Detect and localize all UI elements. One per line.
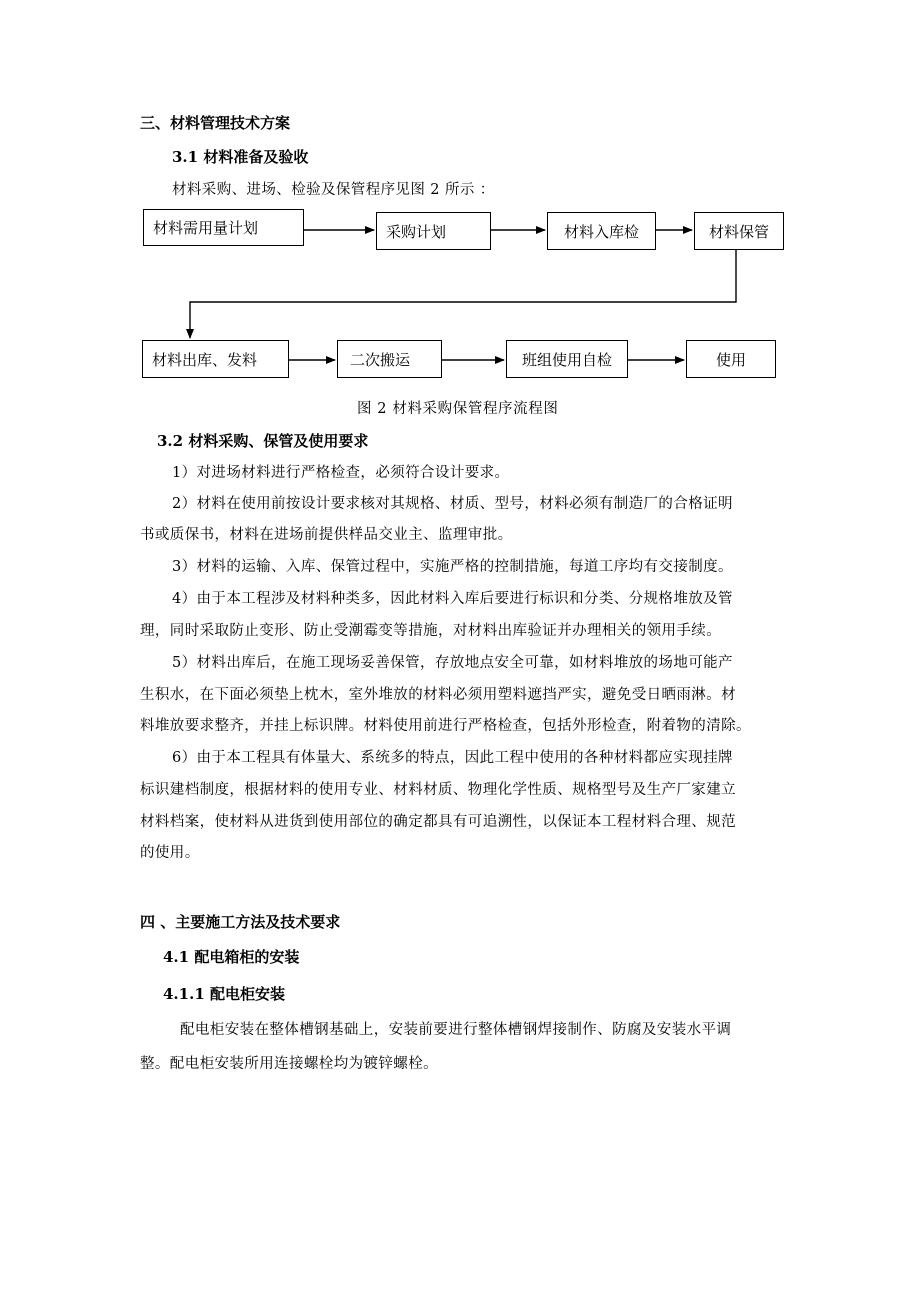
figure-caption: 图 2 材料采购保管程序流程图 (357, 401, 559, 417)
flow-step-secondary-handling: 二次搬运 (337, 340, 442, 378)
section-heading: 三、材料管理技术方案 (140, 114, 291, 132)
flow-step-material-demand-plan: 材料需用量计划 (143, 209, 304, 246)
paragraph-line: 整。配电柜安装所用连接螺栓均为镀锌螺栓。 (140, 1056, 438, 1072)
paragraph-line: 4）由于本工程涉及材料种类多，因此材料入库后要进行标识和分类、分规格堆放及管 (172, 591, 733, 607)
subsection-heading: 3.2 材料采购、保管及使用要求 (157, 432, 369, 450)
flow-step-outbound-issue: 材料出库、发料 (142, 340, 289, 378)
flow-step-material-storage: 材料保管 (694, 212, 784, 250)
paragraph-line: 书或质保书，材料在进场前提供样品交业主、监理审批。 (140, 527, 513, 543)
subsubsection-heading: 4.1.1 配电柜安装 (163, 985, 285, 1003)
paragraph-line: 的使用。 (140, 845, 200, 861)
paragraph-line: 标识建档制度，根据材料的使用专业、材料材质、物理化学性质、规格型号及生产厂家建立 (140, 782, 736, 798)
flow-step-team-self-check: 班组使用自检 (506, 340, 628, 378)
paragraph-line: 料堆放要求整齐，并挂上标识牌。材料使用前进行严格检查，包括外形检查，附着物的清除。 (140, 718, 751, 734)
flow-step-inbound-inspection: 材料入库检 (547, 212, 656, 250)
paragraph-line: 3）材料的运输、入库、保管过程中，实施严格的控制措施，每道工序均有交接制度。 (172, 559, 733, 575)
subsection-heading: 4.1 配电箱柜的安装 (163, 948, 300, 966)
subsection-heading: 3.1 材料准备及验收 (172, 148, 309, 166)
arrow-4-5 (190, 250, 736, 338)
section-heading: 四 、主要施工方法及技术要求 (140, 913, 341, 931)
flow-step-procurement-plan: 采购计划 (376, 212, 491, 250)
paragraph-line: 理，同时采取防止变形、防止受潮霉变等措施，对材料出库验证并办理相关的领用手续。 (140, 623, 722, 639)
paragraph-line: 2）材料在使用前按设计要求核对其规格、材质、型号，材料必须有制造厂的合格证明 (172, 496, 733, 512)
intro-paragraph: 材料采购、进场、检验及保管程序见图 2 所示 ： (172, 182, 495, 198)
paragraph-line: 配电柜安装在整体槽钢基础上，安装前要进行整体槽钢焊接制作、防腐及安装水平调 (180, 1022, 732, 1038)
paragraph-line: 5）材料出库后，在施工现场妥善保管，存放地点安全可靠，如材料堆放的场地可能产 (172, 655, 733, 671)
flow-step-use: 使用 (686, 340, 776, 378)
paragraph-line: 6）由于本工程具有体量大、系统多的特点，因此工程中使用的各种材料都应实现挂牌 (172, 750, 733, 766)
flowchart-connectors (0, 0, 920, 420)
paragraph-line: 1）对进场材料进行严格检查，必须符合设计要求。 (172, 465, 510, 481)
paragraph-line: 生积水，在下面必须垫上枕木，室外堆放的材料必须用塑料遮挡严实，避免受日晒雨淋。材 (140, 687, 736, 703)
paragraph-line: 材料档案，使材料从进货到使用部位的确定都具有可追溯性，以保证本工程材料合理、规范 (140, 814, 736, 830)
